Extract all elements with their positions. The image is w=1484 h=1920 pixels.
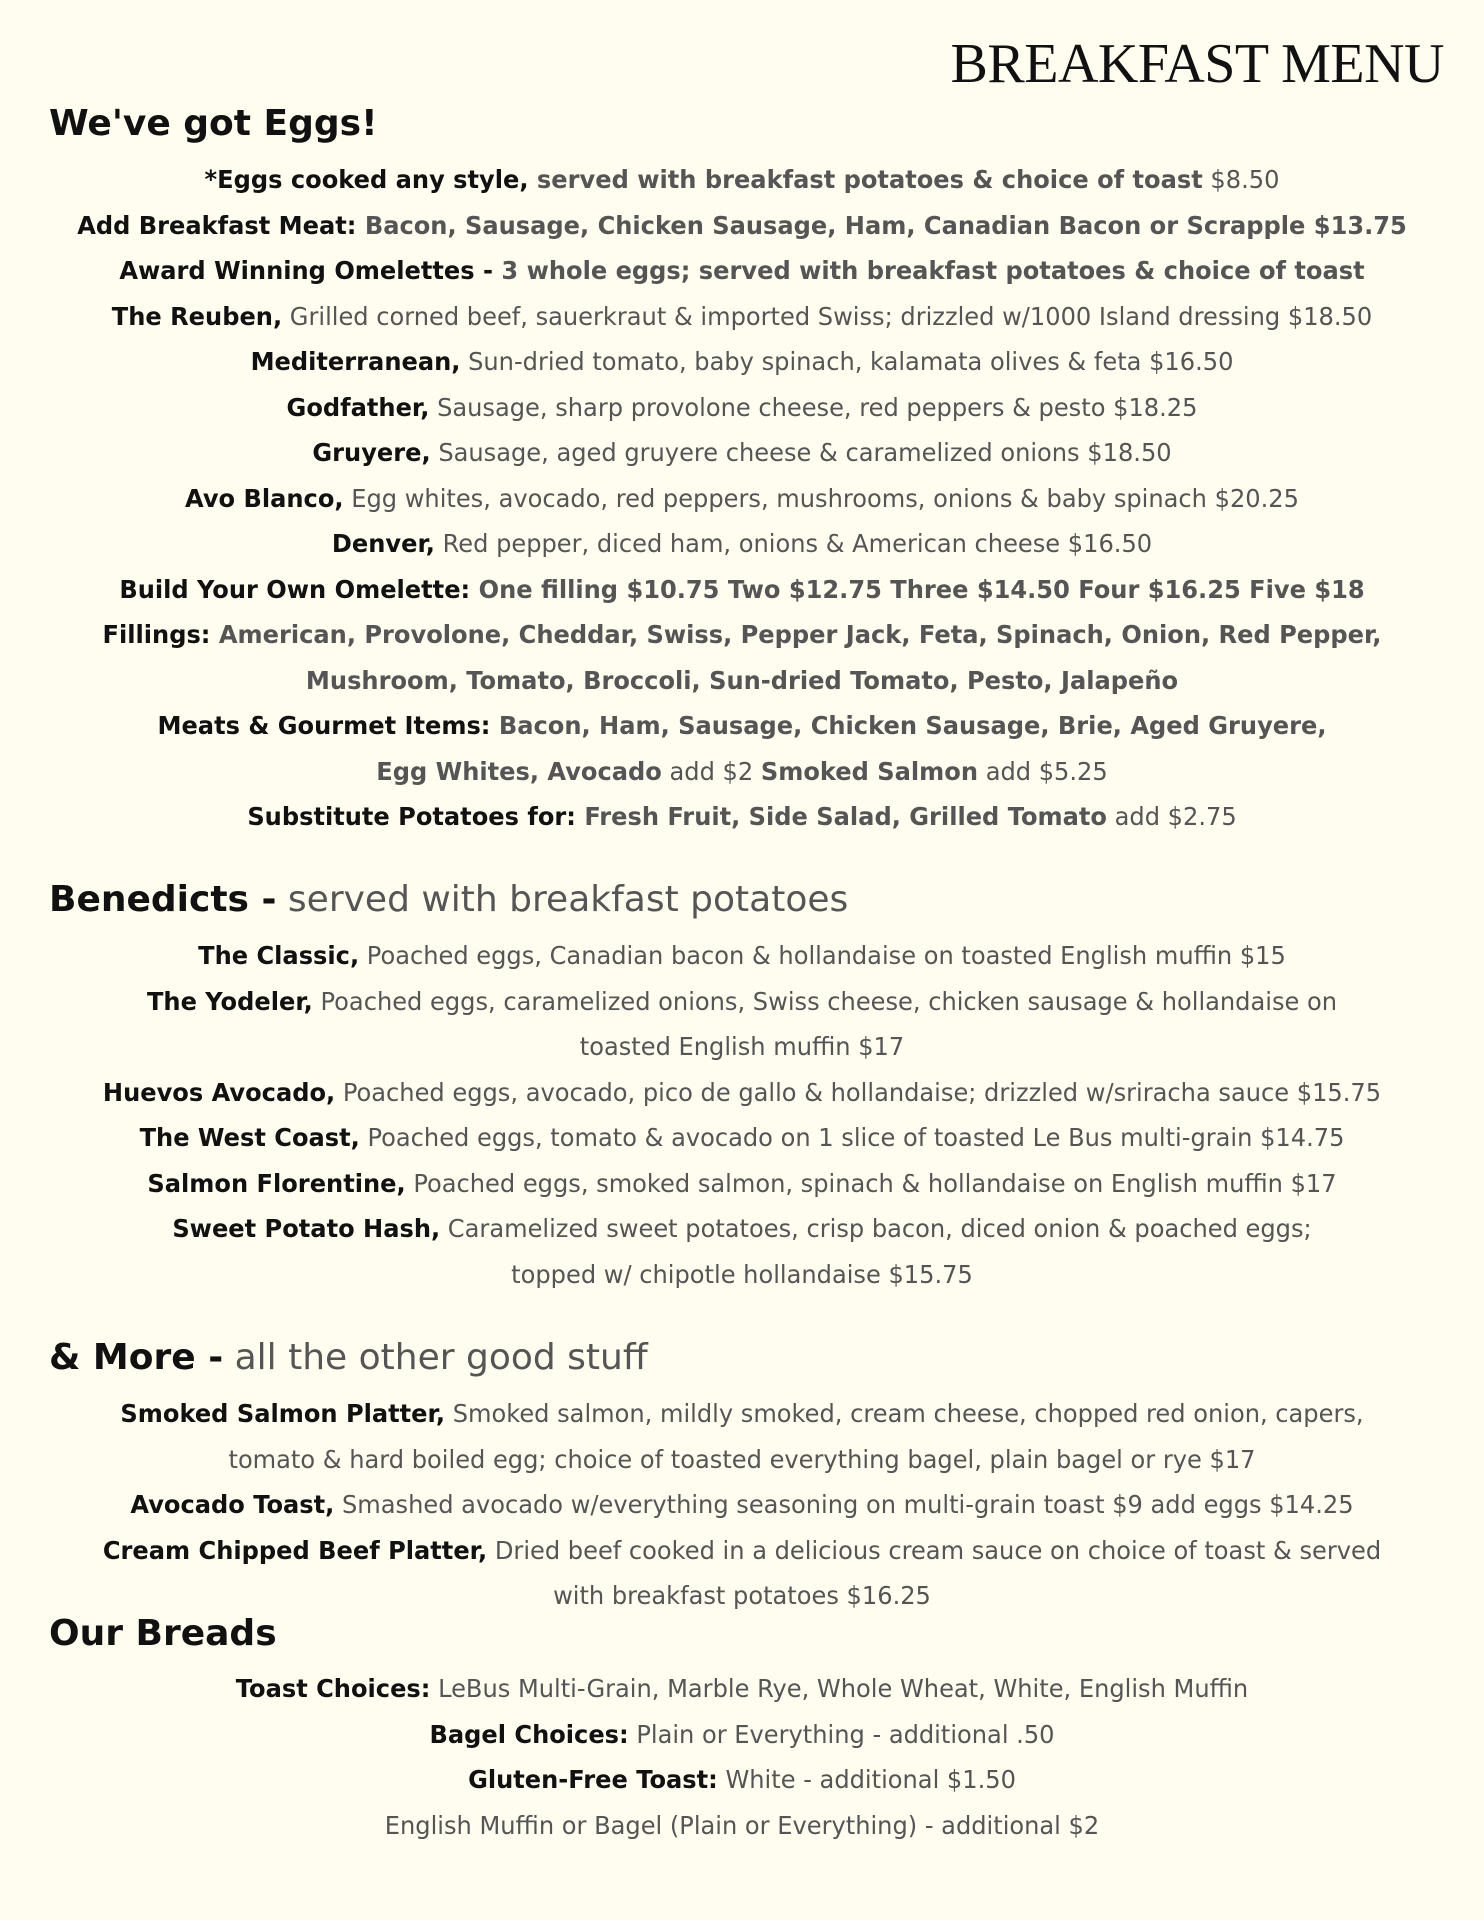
more-menu-line [12,1528,1472,1574]
eggs-menu-line [12,794,1472,840]
item-detail: Sausage, sharp provolone cheese, red peppers & pesto $18.25 [429,392,1198,422]
item-name: Denver, [331,529,435,558]
item-detail: Egg whites, avocado, red peppers, mushrooms, onions & baby spinach $20.25 [343,483,1299,513]
benedicts-section [0,933,1484,1297]
eggs-menu-line [12,658,1472,704]
item-name: Fillings: [102,620,211,649]
item-detail: topped w/ chipotle hollandaise $15.75 [511,1259,973,1289]
item-detail: Poached eggs, caramelized onions, Swiss cheese, chicken sausage & hollandaise on [312,986,1338,1016]
more-menu-line [12,1437,1472,1483]
benedicts-menu-line [12,1252,1472,1298]
eggs-section [0,157,1484,840]
section-heading-benedicts [49,879,849,920]
item-name: The West Coast, [139,1123,360,1152]
item-detail: add $5.25 [978,756,1108,786]
item-name: Avo Blanco, [185,483,344,513]
breads-section [0,1666,1484,1848]
item-name: Meats & Gourmet Items: [157,711,491,740]
section-heading-more-rest: all the other good stuff [223,1337,648,1378]
item-detail: Grilled corned beef, sauerkraut & imported Swiss; drizzled w/1000 Island dressing $18.50 [282,301,1373,331]
eggs-menu-line [12,521,1472,567]
breads-menu-line [12,1666,1472,1712]
item-name: Toast Choices: [235,1674,431,1703]
breads-menu-line [12,1712,1472,1758]
section-heading-benedicts-bold: Benedicts - [49,879,277,920]
item-detail-emphasis: 3 whole eggs; served with breakfast potatoes & choice of toast [493,256,1365,285]
item-detail: toasted English muffin $17 [579,1032,905,1061]
item-detail: Sausage, aged gruyere cheese & caramelized onions $18.50 [430,438,1172,467]
item-name: Build Your Own Omelette: [119,574,471,604]
eggs-menu-line [12,430,1472,476]
eggs-menu-line [12,567,1472,613]
section-heading-eggs [49,103,378,144]
item-detail: add $2 [661,756,761,786]
menu-title: BREAKFAST MENU [950,33,1444,95]
item-detail: Poached eggs, tomato & avocado on 1 slice of toasted Le Bus multi-grain $14.75 [359,1123,1345,1152]
item-detail: English Muffin or Bagel (Plain or Everything) - additional $2 [384,1810,1100,1840]
eggs-menu-line [12,203,1472,249]
eggs-menu-line [12,703,1472,749]
item-name: Avocado Toast, [130,1490,335,1519]
item-name: Sweet Potato Hash, [172,1214,441,1243]
item-name: Add Breakfast Meat: [77,210,357,240]
benedicts-menu-line [12,1024,1472,1070]
item-detail: Red pepper, diced ham, onions & American cheese $16.50 [434,529,1153,558]
item-detail: Plain or Everything - additional .50 [628,1719,1055,1749]
eggs-menu-line [12,339,1472,385]
item-detail: tomato & hard boiled egg; choice of toasted everything bagel, plain bagel or rye $17 [228,1444,1256,1474]
item-detail: $8.50 [1202,165,1280,194]
benedicts-menu-line [12,933,1472,979]
breads-menu-line [12,1803,1472,1849]
item-name: Cream Chipped Beef Platter, [102,1535,488,1565]
eggs-menu-line [12,385,1472,431]
item-detail-emphasis: Mushroom, Tomato, Broccoli, Sun-dried Tomato, Pesto, Jalapeño [305,665,1179,695]
item-name: Gruyere, [312,438,431,467]
item-name: Godfather, [286,392,430,422]
item-detail-emphasis: One filling $10.75 Two $12.75 Three $14.50 Four $16.25 Five $18 [470,574,1365,604]
more-menu-line [12,1573,1472,1619]
benedicts-menu-line [12,979,1472,1025]
item-detail-emphasis: Bacon, Sausage, Chicken Sausage, Ham, Canadian Bacon or Scrapple $13.75 [356,210,1407,240]
benedicts-menu-line [12,1115,1472,1161]
more-section [0,1391,1484,1619]
item-detail: with breakfast potatoes $16.25 [553,1581,931,1610]
item-name: Mediterranean, [250,347,461,376]
item-detail: White - additional $1.50 [717,1765,1016,1794]
item-name: Smoked Salmon Platter, [120,1399,446,1428]
item-detail-emphasis: Smoked Salmon [760,756,979,786]
item-name: Bagel Choices: [429,1719,629,1749]
item-name: The Classic, [198,941,360,970]
breads-menu-line [12,1757,1472,1803]
item-detail-emphasis: American, Provolone, Cheddar, Swiss, Pepper Jack, Feta, Spinach, Onion, Red Pepper, [210,620,1382,649]
item-name: Gluten-Free Toast: [468,1765,718,1794]
item-name: *Eggs cooked any style, [204,165,529,194]
item-detail-emphasis: Bacon, Ham, Sausage, Chicken Sausage, Brie, Aged Gruyere, [490,711,1327,740]
item-detail-emphasis: served with breakfast potatoes & choice of toast [528,165,1203,194]
eggs-menu-line [12,476,1472,522]
item-detail: Poached eggs, avocado, pico de gallo & hollandaise; drizzled w/sriracha sauce $15.75 [335,1077,1382,1107]
item-detail: Smoked salmon, mildly smoked, cream cheese, chopped red onion, capers, [445,1399,1364,1428]
item-detail: Poached eggs, smoked salmon, spinach & hollandaise on English muffin $17 [405,1168,1337,1198]
section-heading-breads-text: Our Breads [49,1613,277,1654]
section-heading-eggs-text: We've got Eggs! [49,103,378,144]
section-heading-more [49,1337,648,1378]
more-menu-line [12,1482,1472,1528]
item-name: Award Winning Omelettes - [119,256,494,285]
eggs-menu-line [12,294,1472,340]
eggs-menu-line [12,749,1472,795]
section-heading-breads [49,1613,277,1654]
section-heading-benedicts-rest: served with breakfast potatoes [276,879,849,920]
item-name: The Yodeler, [146,986,313,1016]
eggs-menu-line [12,157,1472,203]
more-menu-line [12,1391,1472,1437]
item-detail: Caramelized sweet potatoes, crisp bacon, diced onion & poached eggs; [440,1214,1312,1243]
eggs-menu-line [12,248,1472,294]
benedicts-menu-line [12,1070,1472,1116]
item-name: Salmon Florentine, [147,1168,406,1198]
item-detail: Smashed avocado w/everything seasoning on multi-grain toast $9 add eggs $14.25 [334,1490,1354,1519]
section-heading-more-bold: & More - [49,1337,224,1378]
item-detail: add $2.75 [1106,802,1237,831]
item-name: Substitute Potatoes for: [247,802,576,831]
item-detail: LeBus Multi-Grain, Marble Rye, Whole Wheat, White, English Muffin [430,1674,1249,1703]
item-name: Huevos Avocado, [102,1077,336,1107]
item-detail-emphasis: Egg Whites, Avocado [376,756,662,786]
benedicts-menu-line [12,1161,1472,1207]
eggs-menu-line [12,612,1472,658]
item-detail: Dried beef cooked in a delicious cream sauce on choice of toast & served [487,1535,1382,1565]
item-detail: Poached eggs, Canadian bacon & hollandaise on toasted English muffin $15 [359,941,1286,970]
item-name: The Reuben, [111,301,283,331]
benedicts-menu-line [12,1206,1472,1252]
item-detail: Sun-dried tomato, baby spinach, kalamata olives & feta $16.50 [460,347,1234,376]
item-detail-emphasis: Fresh Fruit, Side Salad, Grilled Tomato [575,802,1107,831]
